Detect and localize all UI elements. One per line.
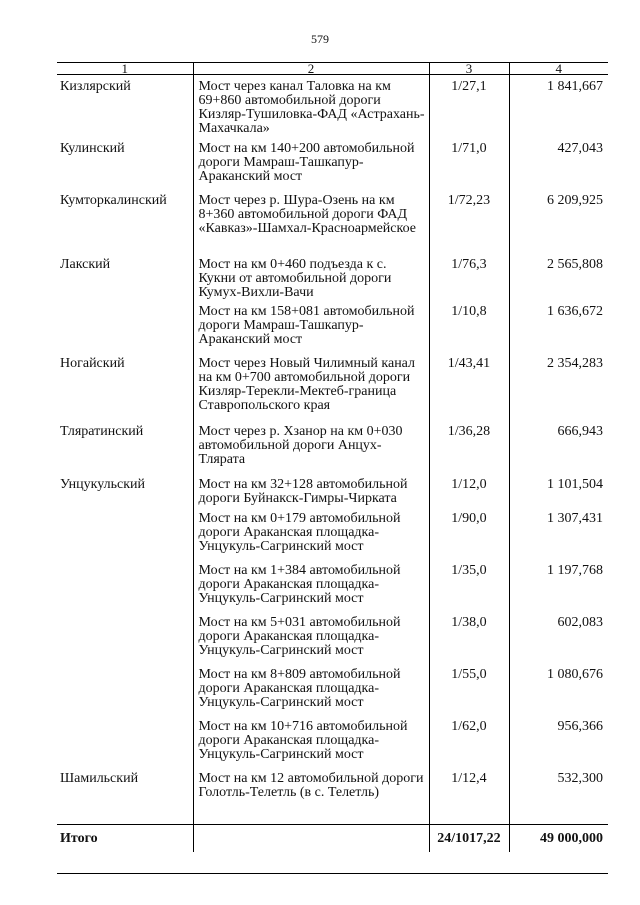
description-cell: Мост через р. Хзанор на км 0+030 автомобильной дороги Анцух-Тлярата — [193, 420, 429, 473]
district-cell — [57, 507, 193, 559]
amount-cell: 602,083 — [509, 611, 608, 663]
page-number: 579 — [311, 32, 329, 46]
ratio-cell: 1/35,0 — [429, 559, 509, 611]
ratio-cell: 1/12,0 — [429, 473, 509, 507]
table-row — [57, 715, 608, 767]
amount-cell: 666,943 — [509, 420, 608, 473]
budget-table — [57, 62, 608, 852]
ratio-cell: 1/72,23 — [429, 189, 509, 253]
total-empty-cell — [193, 825, 429, 853]
district-cell: Тляратинский — [60, 423, 144, 439]
district-cell — [57, 663, 193, 715]
district-cell: Кизлярский — [60, 79, 131, 94]
description-cell: Мост на км 158+081 автомобильной дороги Мамраш-Ташкапур-Араканский мост — [193, 300, 429, 352]
total-ratio: 24/1017,22 — [429, 825, 509, 853]
description-cell: Мост на км 0+460 подъезда к с. Кукни от автомобильной дороги Кумух-Вихли-Вачи — [193, 253, 429, 300]
description-cell: Мост на км 12 автомобильной дороги Голотль-Телетль (в с. Телетль) — [193, 767, 429, 825]
table-row — [57, 253, 608, 300]
table-row — [57, 507, 608, 559]
amount-cell: 427,043 — [509, 137, 608, 189]
district-cell: Унцукульский — [60, 476, 146, 492]
ratio-cell: 1/55,0 — [429, 663, 509, 715]
description-cell: Мост через канал Таловка на км 69+860 автомобильной дороги Кизляр-Тушиловка-ФАД «Астрахань-Махачкала» — [193, 75, 429, 137]
description-cell: Мост на км 32+128 автомобильной дороги Буйнакск-Гимры-Чирката — [193, 473, 429, 507]
column-header-2: 2 — [193, 63, 429, 75]
amount-cell: 956,366 — [509, 715, 608, 767]
ratio-cell: 1/10,8 — [429, 300, 509, 352]
column-header-1: 1 — [57, 63, 193, 75]
amount-cell: 1 636,672 — [509, 300, 608, 352]
district-cell: Кулинский — [60, 140, 125, 156]
description-cell: Мост через р. Шура-Озень на км 8+360 автомобильной дороги ФАД «Кавказ»-Шамхал-Красноармейское — [193, 189, 429, 253]
amount-cell: 1 101,504 — [509, 473, 608, 507]
description-cell: Мост на км 5+031 автомобильной дороги Араканская площадка-Унцукуль-Сагринский мост — [193, 611, 429, 663]
ratio-cell: 1/62,0 — [429, 715, 509, 767]
table-row — [57, 473, 608, 507]
district-cell: Шамильский — [60, 770, 139, 786]
table-row — [57, 611, 608, 663]
description-cell: Мост на км 1+384 автомобильной дороги Араканская площадка-Унцукуль-Сагринский мост — [193, 559, 429, 611]
ratio-cell: 1/27,1 — [429, 75, 509, 137]
description-cell: Мост через Новый Чилимный канал на км 0+700 автомобильной дороги Кизляр-Терекли-Мектеб-граница Ставропольского края — [193, 352, 429, 420]
district-cell: Кумторкалинский — [60, 192, 167, 208]
total-amount: 49 000,000 — [509, 825, 608, 853]
table-header — [57, 63, 608, 75]
district-cell: Ногайский — [60, 355, 125, 371]
budget-table-container — [57, 62, 608, 852]
ratio-cell: 1/12,4 — [429, 767, 509, 825]
ratio-cell: 1/36,28 — [429, 420, 509, 473]
table-row — [57, 420, 608, 473]
table-row — [57, 75, 608, 137]
column-header-4: 4 — [509, 63, 608, 75]
description-cell: Мост на км 10+716 автомобильной дороги Араканская площадка-Унцукуль-Сагринский мост — [193, 715, 429, 767]
amount-cell: 6 209,925 — [509, 189, 608, 253]
table-row — [57, 137, 608, 189]
table-row — [57, 663, 608, 715]
ratio-cell: 1/38,0 — [429, 611, 509, 663]
table-row — [57, 189, 608, 253]
ratio-cell: 1/76,3 — [429, 253, 509, 300]
total-row — [57, 825, 608, 853]
ratio-cell: 1/43,41 — [429, 352, 509, 420]
description-cell: Мост на км 0+179 автомобильной дороги Араканская площадка-Унцукуль-Сагринский мост — [193, 507, 429, 559]
amount-cell: 2 565,808 — [509, 253, 608, 300]
description-cell: Мост на км 140+200 автомобильной дороги Мамраш-Ташкапур-Араканский мост — [193, 137, 429, 189]
table-row — [57, 767, 608, 825]
district-cell — [57, 715, 193, 767]
district-cell — [57, 611, 193, 663]
amount-cell: 532,300 — [509, 767, 608, 825]
table-body — [57, 75, 608, 825]
column-header-3: 3 — [429, 63, 509, 75]
table-bottom-border — [57, 873, 608, 874]
description-cell: Мост на км 8+809 автомобильной дороги Араканская площадка-Унцукуль-Сагринский мост — [193, 663, 429, 715]
district-cell: Лакский — [60, 256, 111, 272]
district-cell — [57, 559, 193, 611]
ratio-cell: 1/90,0 — [429, 507, 509, 559]
amount-cell: 1 080,676 — [509, 663, 608, 715]
table-row — [57, 559, 608, 611]
table-row — [57, 300, 608, 352]
amount-cell: 2 354,283 — [509, 352, 608, 420]
amount-cell: 1 197,768 — [509, 559, 608, 611]
total-label: Итого — [57, 825, 193, 853]
ratio-cell: 1/71,0 — [429, 137, 509, 189]
amount-cell: 1 307,431 — [509, 507, 608, 559]
table-row — [57, 352, 608, 420]
district-cell — [57, 300, 193, 352]
amount-cell: 1 841,667 — [509, 75, 608, 137]
